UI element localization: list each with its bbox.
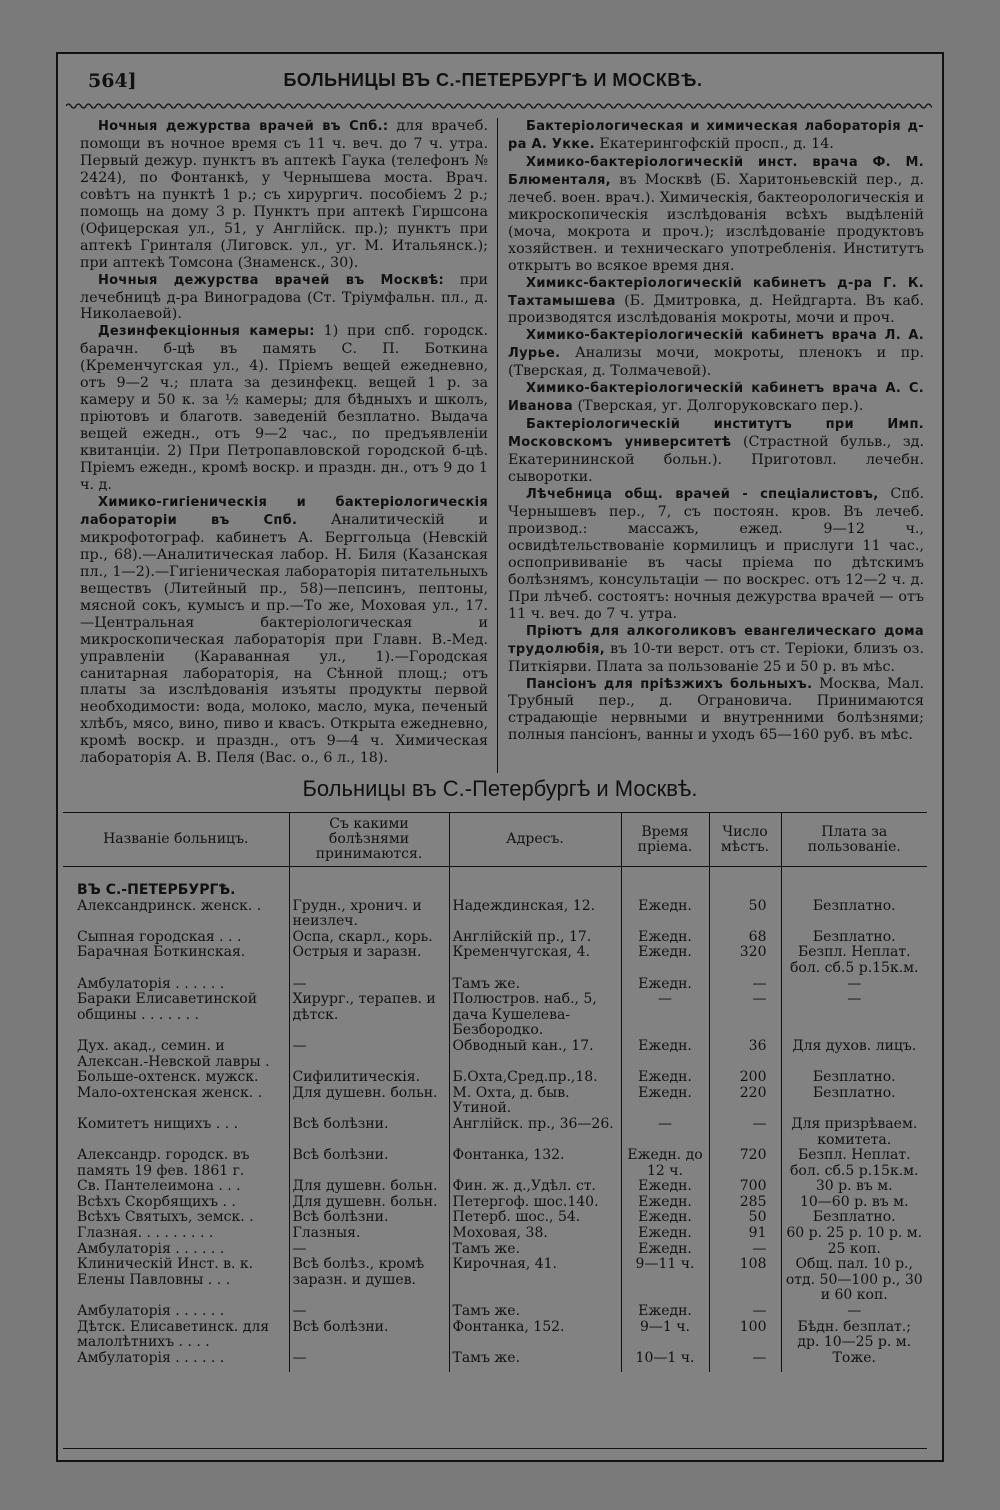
paragraph-heading: Ночныя дежурства врачей въ Спб.:	[98, 119, 389, 134]
bed-count-cell: 220	[709, 1086, 781, 1117]
paragraph-text: (Б. Дмитровка, д. Нейдгарта. Въ каб. производятся изслѣдованія мокроты, мочи и проч.	[508, 292, 925, 327]
hospital-name-cell: Св. Пантелеимона . . .	[77, 1178, 241, 1195]
bed-count-cell: 100	[709, 1320, 781, 1351]
hospital-name-cell: Больше-охтенск. мужск.	[77, 1069, 259, 1086]
paragraph-heading: Бактеріологическая и химическая лабораторія д-ра А. Укке.	[508, 119, 924, 152]
hospital-name-cell: Амбулаторія . . . . . .	[77, 1240, 225, 1257]
table-row	[63, 1304, 927, 1320]
hospital-name-cell: Всѣхъ Скорбящихъ . .	[77, 1193, 236, 1210]
paragraph-text: въ 10-ти верст. отъ ст. Теріоки, близъ оз. Питкіярви. Плата за пользованіе 25 и 50 р. въ мѣс.	[508, 640, 925, 675]
reception-time-cell: Ежедн.	[621, 1226, 709, 1242]
table-row	[63, 899, 927, 930]
bed-count-cell: 108	[709, 1257, 781, 1304]
table-row	[63, 1148, 927, 1179]
paragraph-heading: Химико-бактеріологическій кабинетъ врача Л. А. Лурье.	[508, 328, 924, 362]
hospital-name-cell: Александр. городск. въ память 19 фев. 1861 г.	[77, 1147, 250, 1179]
paragraph-text: въ Москвѣ (Б. Харитоньевскій пер., д. лечеб. воен. врач.). Химическія, бактеорологическія и микроскопическія изслѣдованія всѣхъ выдѣленій (моча, мокрота и проч.); изслѣдованіе продуктовъ хозяйствен. и техническаго употребленія. Институтъ открытъ во всякое время дня.	[508, 171, 925, 274]
paragraph-text: при лечебницѣ д-ра Виноградова (Ст. Тріумфальн. пл., д. Николаевой).	[80, 271, 489, 323]
diseases-cell: —	[289, 1039, 449, 1070]
paragraph-text: Спб. Чернышевъ пер., 7, съ постоян. кров. Въ лечеб. производ.: массажъ, ежед. 9—12 ч., освидѣтельствованіе кормилицъ и прислуги 11 час., оспопрививаніе въ часы пріема по дѣтскимъ болѣзнямъ, консультаціи — по воскрес. отъ 12—2 ч. д. При лѣчеб. состоятъ: ночныя дежурства врачей — отъ 11 ч. веч. до 7 ч. утра.	[508, 486, 924, 622]
table-row	[63, 1226, 927, 1242]
reception-time-cell: Ежедн.	[621, 1086, 709, 1117]
hospital-name-cell: Мало-охтенская женск. .	[77, 1084, 263, 1101]
column-header: Число мѣстъ.	[709, 813, 781, 867]
diseases-cell: Всѣ болѣзни.	[289, 1148, 449, 1179]
section-title: Больницы въ С.-Петербургѣ и Москвѣ.	[302, 776, 698, 801]
address-cell: Моховая, 38.	[449, 1226, 621, 1242]
hospital-name-cell: Амбулаторія . . . . . .	[77, 1303, 225, 1320]
bed-count-cell: —	[709, 1242, 781, 1258]
table-row	[63, 1351, 927, 1373]
hospital-name-cell: Глазная. . . . . . . . .	[77, 1225, 214, 1242]
hospital-name-cell: Амбулаторія . . . . . .	[77, 975, 225, 992]
paragraph-heading: Химико-бактеріологическій кабинетъ врача А. С. Иванова	[508, 381, 924, 415]
paragraph	[508, 416, 924, 486]
address-cell: Кирочная, 41.	[449, 1257, 621, 1304]
reception-time-cell: —	[621, 992, 709, 1039]
diseases-cell: Всѣ болѣзни.	[289, 1210, 449, 1226]
fee-cell: Общ. пал. 10 р., отд. 50—100 р., 30 и 60 коп.	[781, 1257, 927, 1304]
bed-count-cell: 720	[709, 1148, 781, 1179]
bed-count-cell: 320	[709, 945, 781, 976]
paragraph-heading: Химикс-бактеріологическій кабинетъ д-ра Г. К. Тахтамышева	[508, 275, 924, 309]
bed-count-cell: 50	[709, 1210, 781, 1226]
fee-cell: Безплатно.	[781, 1086, 927, 1117]
address-cell: Фонтанка, 132.	[449, 1148, 621, 1179]
fee-cell: 30 р. въ м.	[781, 1179, 927, 1195]
bed-count-cell: 700	[709, 1179, 781, 1195]
table-row	[63, 1320, 927, 1351]
reception-time-cell: 10—1 ч.	[621, 1351, 709, 1373]
table-row	[63, 930, 927, 946]
address-cell: Петергоф. шос.140.	[449, 1195, 621, 1211]
table-header-row	[63, 813, 927, 867]
table-row	[63, 977, 927, 993]
reception-time-cell: Ежедн.	[621, 1070, 709, 1086]
fee-cell: 10—60 р. въ м.	[781, 1195, 927, 1211]
reception-time-cell: Ежедн.	[621, 1242, 709, 1258]
bed-count-cell: 200	[709, 1070, 781, 1086]
address-cell: Обводный кан., 17.	[449, 1039, 621, 1070]
hospital-name-cell: Дух. акад., семин. и Алексан.-Невской лавры .	[77, 1037, 270, 1070]
diseases-cell: Всѣ болѣзни.	[289, 1117, 449, 1148]
paragraph-text: Москва, Мал. Трубный пер., д. Ограновича. Принимаются страдающіе нервными и внутренними болѣзнями; полныя пансіонъ, ванны и уходъ 65—160 руб. въ мѣс.	[508, 675, 925, 744]
table-row	[63, 992, 927, 1039]
address-cell: Англійскій пр., 17.	[449, 930, 621, 946]
address-cell: Тамъ же.	[449, 977, 621, 993]
column-divider	[497, 118, 498, 773]
diseases-cell: Всѣ болѣз., кромѣ заразн. и душев.	[289, 1257, 449, 1304]
address-cell: Кременчугская, 4.	[449, 945, 621, 976]
reception-time-cell: Ежедн.	[621, 1304, 709, 1320]
diseases-cell: Грудн., хронич. и неизлеч.	[289, 899, 449, 930]
reception-time-cell: 9—1 ч.	[621, 1320, 709, 1351]
fee-cell: Для духов. лицъ.	[781, 1039, 927, 1070]
paragraph	[508, 327, 924, 380]
paragraph-heading: Химико-гигіеническія и бактеріологическія лабораторіи въ Спб.	[80, 494, 488, 528]
paragraph	[508, 486, 924, 623]
hospital-name-cell: Сыпная городская . . .	[77, 928, 242, 945]
reception-time-cell: Ежедн.	[621, 930, 709, 946]
diseases-cell: Хирург., терапев. и дѣтск.	[289, 992, 449, 1039]
table-row	[63, 1179, 927, 1195]
fee-cell: 60 р. 25 р. 10 р. м.	[781, 1226, 927, 1242]
paragraph-heading: Химико-бактеріологическій инст. врача Ф. М. Блюменталя,	[508, 154, 924, 188]
paragraph-text: Аналитическій и микрофотограф. кабинетъ А. Берггольца (Невскій пр., 68).—Аналитическая лабор. Н. Биля (Казанская пл., 1—2).—Гигіеническая лабораторія питательныхъ веществъ (Литейный пр., 58)—пепсинъ, пептоны, мясной сокъ, кумысъ и пр.—То же, Моховая ул., 17.—Центральная бактеріологическая и микроскопическая лабораторія при Главн. В.-Мед. управленіи (Караванная ул., 1).—Городская санитарная лабораторія, на Сѣнной площ.; отъ платы за изслѣдованія изъяты продукты первой необходимости: вода, молоко, масло, мука, печеный хлѣбъ, мясо, вино, пиво и квасъ. Открыта ежедневно, кромѣ воскр. и праздн., отъ 9—4 ч. Химическая лабораторія А. В. Пеля (Вас. о., 6 л., 18).	[80, 511, 488, 767]
paragraph-text: (Тверская, уг. Долгоруковскаго пер.).	[577, 398, 864, 415]
address-cell: Б.Охта,Сред.пр.,18.	[449, 1070, 621, 1086]
fee-cell: Тоже.	[781, 1351, 927, 1373]
hospital-name-cell: Всѣхъ Святыхъ, земск. .	[77, 1209, 254, 1226]
reception-time-cell: Ежедн.	[621, 977, 709, 993]
hospital-name-cell: Бараки Елисаветинской общины . . . . . . .	[77, 991, 258, 1023]
fee-cell: Безплатно.	[781, 1210, 927, 1226]
table-row	[63, 945, 927, 976]
wavy-rule	[66, 100, 932, 112]
table-row	[63, 1070, 927, 1086]
diseases-cell: Сифилитическія.	[289, 1070, 449, 1086]
address-cell: Фонтанка, 152.	[449, 1320, 621, 1351]
diseases-cell: Всѣ болѣзни.	[289, 1320, 449, 1351]
table-row	[63, 1039, 927, 1070]
fee-cell: —	[781, 977, 927, 993]
city-label: ВЪ С.-ПЕТЕРБУРГѢ.	[77, 882, 236, 898]
fee-cell: 25 коп.	[781, 1242, 927, 1258]
table-row	[63, 1210, 927, 1226]
column-header: Время пріема.	[621, 813, 709, 867]
hospital-name-cell: Александринск. женск. .	[77, 897, 262, 914]
hospital-name-cell: Комитетъ нищихъ . . .	[77, 1115, 239, 1132]
diseases-cell: —	[289, 1351, 449, 1373]
paragraph-text: 1) при спб. городск. барачн. б-цѣ въ память С. П. Боткина (Кременчугская ул., 4). Пріемъ вещей ежедневно, отъ 9—2 ч.; плата за дезинфекц. вещей 1 р. за камеру и 50 к. за ½ камеры; для бѣдныхъ и школъ, пріютовъ и благотв. заведеній безплатно. Выдача вещей ежедн., отъ 9—2 час., по предъявленіи квитанціи. 2) При Петропавловской городской б-цѣ. Пріемъ ежедн., кромѣ воскр. и праздн. дн., отъ 9 до 1 ч. д.	[80, 323, 488, 494]
diseases-cell: Для душевн. больн.	[289, 1086, 449, 1117]
reception-time-cell: Ежедн.	[621, 1179, 709, 1195]
fee-cell: Безпл. Неплат. бол. сб.5 р.15к.м.	[781, 945, 927, 976]
paragraph-heading: Пріютъ для алкоголиковъ евангелическаго дома трудолюбія,	[508, 623, 924, 657]
paragraph	[80, 323, 488, 494]
bed-count-cell: —	[709, 992, 781, 1039]
table-bottom-rule	[63, 1448, 927, 1449]
address-cell: Англійск. пр., 36—26.	[449, 1117, 621, 1148]
diseases-cell: —	[289, 1304, 449, 1320]
table-row	[63, 1257, 927, 1304]
address-cell: Надеждинская, 12.	[449, 899, 621, 930]
diseases-cell: Для душевн. больн.	[289, 1179, 449, 1195]
bed-count-cell: —	[709, 1117, 781, 1148]
bed-count-cell: —	[709, 977, 781, 993]
column-header: Адресъ.	[449, 813, 621, 867]
paragraph	[80, 272, 488, 324]
paragraph-text: для врачеб. помощи въ ночное время съ 11 ч. веч. до 7 ч. утра. Первый дежур. пунктъ въ аптекѣ Гаука (телефонъ № 2424), по Фонтанкѣ, у Чернышева моста. Врач. совѣтъ на пунктѣ 1 р.; съ хирургич. пособіемъ 2 р.; помощь на дому 3 р. Пунктъ при аптекѣ Гиршсона (Офицерская ул., 51, у Англійск. пр.); пунктъ при аптекѣ Гринталя (Лиговск. ул., уг. М. Итальянск.); при аптекѣ Томсона (Знаменск., 30).	[80, 118, 489, 271]
paragraph	[508, 154, 924, 275]
table-row	[63, 1195, 927, 1211]
paragraph	[508, 623, 924, 676]
table-row	[63, 1117, 927, 1148]
page-number: 564]	[88, 70, 137, 92]
paragraph	[508, 380, 924, 416]
reception-time-cell: 9—11 ч.	[621, 1257, 709, 1304]
fee-cell: Бѣдн. безплат.; др. 10—25 р. м.	[781, 1320, 927, 1351]
paragraph-heading: Пансіонъ для пріѣзжихъ больныхъ.	[526, 676, 813, 692]
fee-cell: Безпл. Неплат. бол. сб.5 р.15к.м.	[781, 1148, 927, 1179]
address-cell: Тамъ же.	[449, 1304, 621, 1320]
paragraph-text: Анализы мочи, мокроты, пленокъ и пр. (Тверская, д. Толмачевой).	[508, 345, 924, 380]
address-cell: М. Охта, д. быв. Утиной.	[449, 1086, 621, 1117]
page-header	[58, 70, 928, 102]
paragraph-heading: Дезинфекціонныя камеры:	[98, 324, 315, 340]
table-row	[63, 1242, 927, 1258]
bed-count-cell: 285	[709, 1195, 781, 1211]
fee-cell: —	[781, 992, 927, 1039]
address-cell: Петерб. шос., 54.	[449, 1210, 621, 1226]
reception-time-cell: Ежедн.	[621, 945, 709, 976]
hospital-name-cell: Амбулаторія . . . . . .	[77, 1349, 225, 1366]
address-cell: Тамъ же.	[449, 1351, 621, 1373]
reception-time-cell: Ежедн.	[621, 1195, 709, 1211]
column-header: Плата за пользованіе.	[781, 813, 927, 867]
hospital-name-cell: Дѣтск. Елисаветинск. для малолѣтнихъ . . . .	[77, 1318, 270, 1351]
paragraph-text: Екатерингофскій просп., д. 14.	[599, 135, 834, 152]
left-column	[80, 118, 488, 767]
column-header: Съ какими болѣзнями принимаются.	[289, 813, 449, 867]
fee-cell: —	[781, 1304, 927, 1320]
diseases-cell: Оспа, скарл., корь.	[289, 930, 449, 946]
fee-cell: Безплатно.	[781, 899, 927, 930]
address-cell: Полюстров. наб., 5, дача Кушелева-Безбородко.	[449, 992, 621, 1039]
paragraph-heading: Бактеріологическій институтъ при Имп. Московскомъ университетѣ	[508, 417, 924, 451]
paragraph	[80, 494, 488, 767]
reception-time-cell: —	[621, 1117, 709, 1148]
address-cell: Фин. ж. д.,Удѣл. ст.	[449, 1179, 621, 1195]
hospital-name-cell: Барачная Боткинская.	[77, 944, 246, 961]
right-column	[508, 118, 924, 744]
diseases-cell: —	[289, 1242, 449, 1258]
hospital-name-cell: Клиническій Инст. в. к. Елены Павловны . . .	[77, 1256, 254, 1288]
paragraph-text: (Страстной бульв., зд. Екатерининской больн.). Приготовл. лечебн. сыворотки.	[508, 434, 924, 486]
diseases-cell: Острыя и заразн.	[289, 945, 449, 976]
column-header: Названіе больницъ.	[63, 813, 289, 867]
table-row	[63, 1086, 927, 1117]
bed-count-cell: 36	[709, 1039, 781, 1070]
reception-time-cell: Ежедн.	[621, 1210, 709, 1226]
bed-count-cell: 91	[709, 1226, 781, 1242]
paragraph	[508, 676, 924, 745]
paragraph-heading: Лѣчебница общ. врачей - спеціалистовъ,	[526, 487, 879, 503]
bed-count-cell: 68	[709, 930, 781, 946]
diseases-cell: Для душевн. больн.	[289, 1195, 449, 1211]
running-title: БОЛЬНИЦЫ ВЪ С.-ПЕТЕРБУРГѢ И МОСКВѢ.	[283, 70, 703, 90]
bed-count-cell: 50	[709, 899, 781, 930]
reception-time-cell: Ежедн. до 12 ч.	[621, 1148, 709, 1179]
paragraph-heading: Ночныя дежурства врачей въ Москвѣ:	[98, 272, 444, 288]
diseases-cell: Глазныя.	[289, 1226, 449, 1242]
diseases-cell: —	[289, 977, 449, 993]
address-cell: Тамъ же.	[449, 1242, 621, 1258]
bed-count-cell: —	[709, 1351, 781, 1373]
fee-cell: Безплатно.	[781, 930, 927, 946]
bed-count-cell: —	[709, 1304, 781, 1320]
hospitals-table	[63, 812, 927, 1372]
city-row	[63, 867, 927, 899]
paragraph	[80, 118, 488, 272]
fee-cell: Безплатно.	[781, 1070, 927, 1086]
reception-time-cell: Ежедн.	[621, 1039, 709, 1070]
fee-cell: Для призрѣваем. комитета.	[781, 1117, 927, 1148]
paragraph	[508, 275, 924, 328]
reception-time-cell: Ежедн.	[621, 899, 709, 930]
paragraph	[508, 118, 924, 154]
